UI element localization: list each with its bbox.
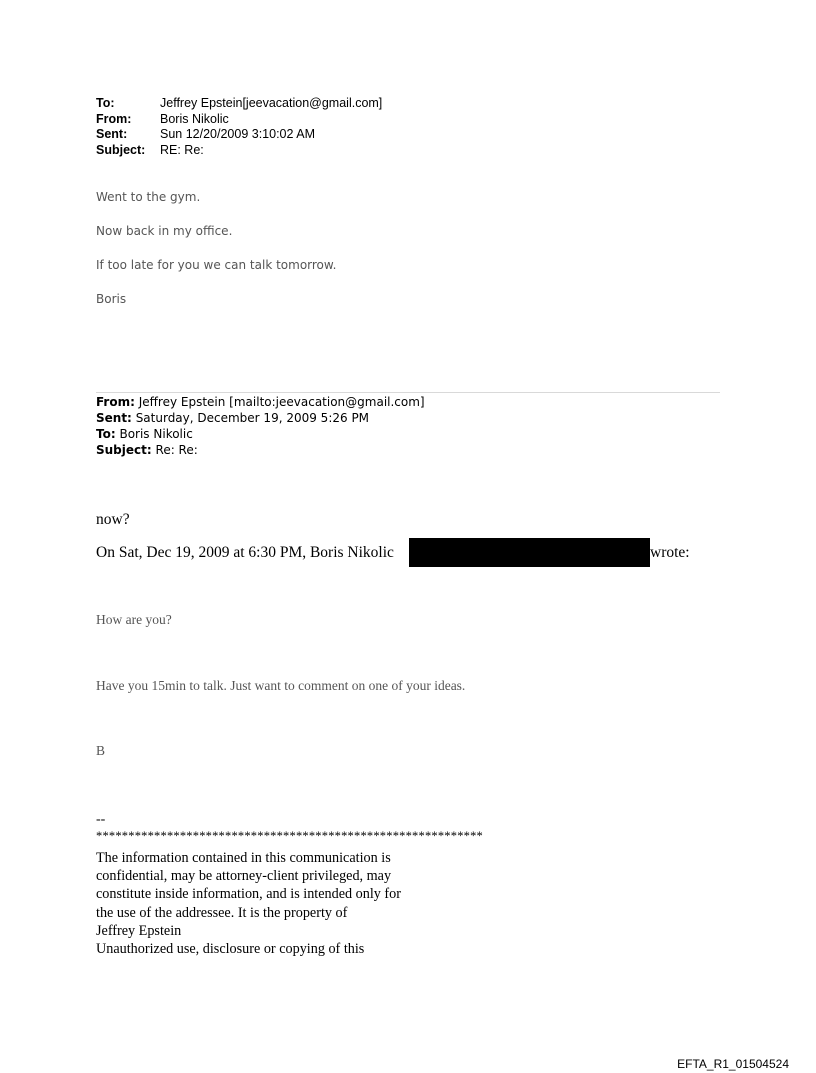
reply-body: now? — [96, 511, 130, 528]
email-header-2 — [96, 394, 425, 458]
from-value: Jeffrey Epstein [mailto:jeevacation@gmail.com] — [138, 395, 425, 409]
body-line: Went to the gym. — [96, 190, 201, 204]
to-value: Boris Nikolic — [119, 427, 193, 441]
to-label: To: — [96, 427, 116, 441]
body-line: Now back in my office. — [96, 224, 233, 238]
subject-value: Re: Re: — [155, 443, 198, 457]
to-label: To: — [96, 96, 115, 110]
sent-label: Sent: — [96, 127, 128, 141]
subject-label: Subject: — [96, 443, 152, 457]
document-id: EFTA_R1_01504524 — [677, 1057, 789, 1071]
signature-dash: -- — [96, 812, 106, 827]
quoted-line: How are you? — [96, 612, 172, 627]
notice-line: confidential, may be attorney-client privileged, may — [96, 868, 392, 885]
sent-value: Sun 12/20/2009 3:10:02 AM — [160, 127, 315, 141]
from-label: From: — [96, 111, 132, 126]
signature-stars: ************************************************************ — [96, 829, 483, 843]
notice-line: Unauthorized use, disclosure or copying of this — [96, 941, 365, 958]
email-header-1 — [96, 96, 382, 158]
confidentiality-notice — [96, 849, 476, 958]
sent-label: Sent: — [96, 411, 132, 425]
quoted-signoff: B — [96, 743, 106, 758]
redaction-box — [409, 538, 650, 567]
notice-line: The information contained in this communication is — [96, 850, 391, 866]
body-line: If too late for you we can talk tomorrow. — [96, 258, 337, 272]
sent-value: Saturday, December 19, 2009 5:26 PM — [135, 411, 370, 425]
quote-wrote: wrote: — [650, 544, 690, 561]
notice-line: the use of the addressee. It is the property of — [96, 904, 348, 921]
body-signoff: Boris — [96, 292, 127, 306]
quote-intro: On Sat, Dec 19, 2009 at 6:30 PM, Boris Nikolic — [96, 544, 394, 561]
from-label: From: — [96, 395, 135, 409]
from-value: Boris Nikolic — [160, 111, 229, 126]
quoted-line: Have you 15min to talk. Just want to comment on one of your ideas. — [96, 678, 466, 693]
divider — [96, 392, 720, 393]
subject-value: RE: Re: — [160, 142, 204, 157]
notice-line: constitute inside information, and is intended only for — [96, 886, 401, 903]
notice-line: Jeffrey Epstein — [96, 922, 182, 939]
subject-label: Subject: — [96, 142, 146, 157]
to-value: Jeffrey Epstein[jeevacation@gmail.com] — [160, 96, 383, 110]
